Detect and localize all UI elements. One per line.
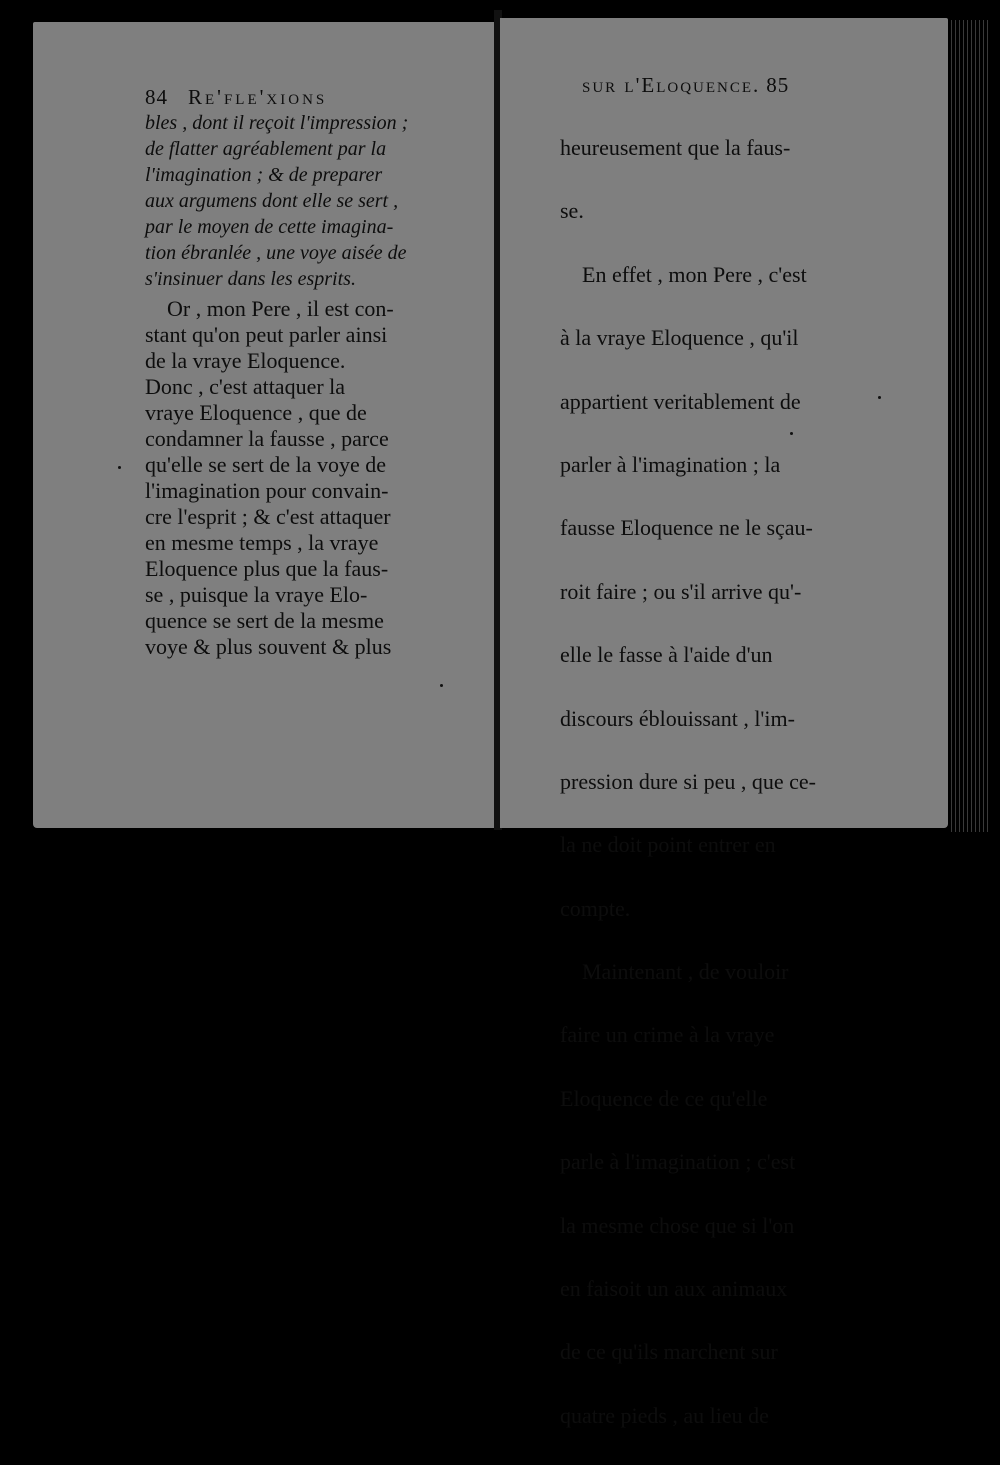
text-line: heureusement que la faus-: [560, 135, 791, 160]
text-line: vraye Eloquence , que de: [145, 400, 367, 425]
right-page-header: [560, 72, 816, 98]
print-speck: [878, 396, 881, 399]
print-speck: [118, 466, 121, 469]
text-line: quence se sert de la mesme: [145, 608, 384, 633]
page-number-left: 84: [145, 85, 168, 109]
roman-passage: [145, 296, 408, 660]
text-line: se , puisque la vraye Elo-: [145, 582, 368, 607]
text-line: voye & plus souvent & plus: [145, 634, 392, 659]
text-line: Donc , c'est attaquer la: [145, 374, 346, 399]
text-line: quatre pieds , au lieu de: [560, 1402, 769, 1428]
text-line: en mesme temps , la vraye: [145, 530, 379, 555]
text-line: de ce qu'ils marchent sur: [560, 1339, 778, 1365]
text-line: Eloquence de ce qu'elle: [560, 1085, 768, 1111]
text-line: la mesme chose que si l'on: [560, 1212, 795, 1238]
text-line: condamner la fausse , parce: [145, 426, 389, 451]
text-line: parler à l'imagination ; la: [560, 451, 781, 477]
text-line: par le moyen de cette imagina-: [145, 216, 394, 238]
text-line: faire un crime à la vraye: [560, 1022, 775, 1048]
text-line: à la vraye Eloquence , qu'il: [560, 325, 799, 351]
text-line: pression dure si peu , que ce-: [560, 768, 816, 794]
text-line: roit faire ; ou s'il arrive qu'-: [560, 578, 802, 604]
running-head-left: Re'fle'xions: [188, 85, 328, 109]
print-speck: [440, 684, 443, 687]
text-line: Eloquence plus que la faus-: [145, 556, 389, 581]
text-line: se.: [560, 198, 584, 224]
print-speck: [790, 432, 793, 435]
text-line: fausse Eloquence ne le sçau-: [560, 515, 813, 541]
page-number-right: 85: [766, 73, 790, 97]
right-passage: [560, 98, 816, 1465]
text-line: en faisoit un aux animaux: [560, 1276, 788, 1302]
text-line: la ne doit point entrer en: [560, 832, 776, 858]
italic-passage: [145, 110, 408, 292]
left-page-text: [145, 84, 408, 660]
text-line: bles , dont il reçoit l'impression ;: [145, 112, 409, 134]
text-line: cre l'esprit ; & c'est attaquer: [145, 504, 391, 529]
right-page-text: [560, 72, 816, 1465]
text-line: En effet , mon Pere , c'est: [560, 261, 807, 287]
text-line: l'imagination pour convain-: [145, 478, 389, 503]
text-line: stant qu'on peut parler ainsi: [145, 322, 388, 347]
text-line: Or , mon Pere , il est con-: [167, 296, 394, 321]
text-line: appartient veritablement de: [560, 388, 801, 414]
text-line: aux argumens dont elle se sert ,: [145, 190, 399, 212]
left-page-header: [145, 84, 408, 110]
text-line: discours éblouissant , l'im-: [560, 705, 795, 731]
text-line: l'imagination ; & de preparer: [145, 164, 383, 186]
text-line: qu'elle se sert de la voye de: [145, 452, 386, 477]
text-line: s'insinuer dans les esprits.: [145, 268, 356, 290]
text-line: parle à l'imagination ; c'est: [560, 1149, 796, 1175]
page-edges: [948, 20, 988, 832]
text-line: tion ébranlée , une voye aisée de: [145, 242, 407, 264]
running-head-right: sur l'Eloquence.: [582, 73, 761, 97]
text-line: de la vraye Eloquence.: [145, 348, 346, 373]
text-line: compte.: [560, 895, 631, 921]
text-line: Maintenant , de vouloir: [560, 959, 789, 985]
text-line: elle le fasse à l'aide d'un: [560, 642, 773, 668]
text-line: de flatter agréablement par la: [145, 138, 387, 160]
